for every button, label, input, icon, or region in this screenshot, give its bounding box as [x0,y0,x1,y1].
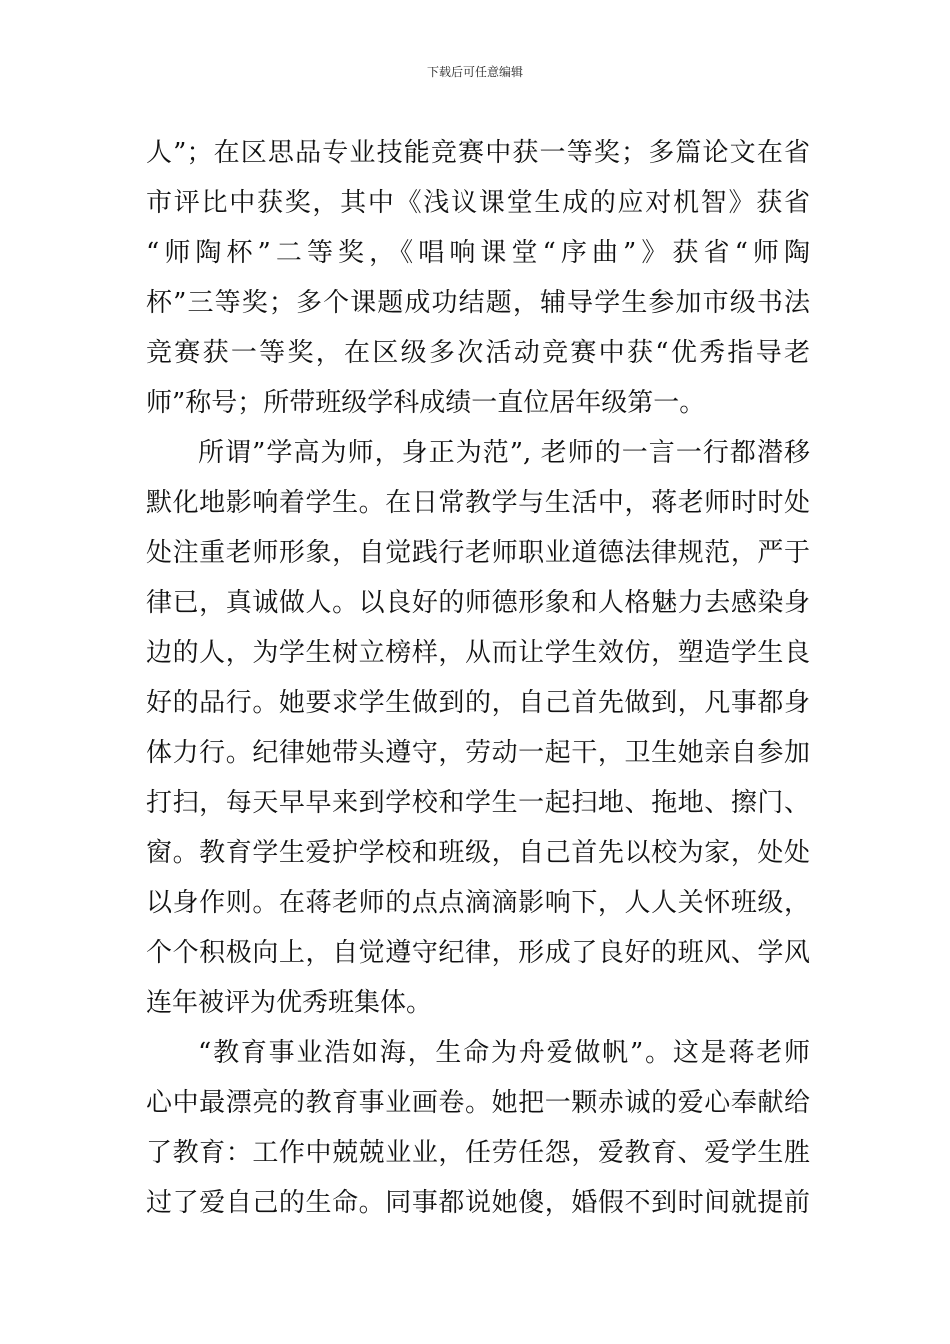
text-line: 师”称号；所带班级学科成绩一直位居年级第一。 [146,388,706,418]
text-line: 默化地影响着学生。在日常教学与生活中，蒋老师时时处 [146,488,810,518]
text-line: “教育事业浩如海，生命为舟爱做帆”。这是蒋老师 [198,1038,810,1068]
text-line: 体力行。纪律她带头遵守，劳动一起干，卫生她亲自参加 [146,738,810,768]
text-line: 律已，真诚做人。以良好的师德形象和人格魅力去感染身 [146,588,810,618]
text-line: 竞赛获一等奖，在区级多次活动竞赛中获“优秀指导老 [146,338,810,368]
text-line: 市评比中获奖，其中《浅议课堂生成的应对机智》获省 [146,188,810,218]
text-line: 所谓”学高为师，身正为范”, 老师的一言一行都潜移 [198,438,810,468]
text-line: 好的品行。她要求学生做到的，自己首先做到，凡事都身 [146,688,810,718]
text-line: 了教育：工作中兢兢业业，任劳任怨，爱教育、爱学生胜 [146,1138,810,1168]
text-line: 连年被评为优秀班集体。 [146,988,433,1018]
text-line: 人”；在区思品专业技能竞赛中获一等奖；多篇论文在省 [146,138,810,168]
paragraph-role-model [146,428,810,1028]
text-line: 个个积极向上，自觉遵守纪律，形成了良好的班风、学风 [146,938,810,968]
text-line: 打扫，每天早早来到学校和学生一起扫地、拖地、擦门、 [146,788,810,818]
text-line: 处注重老师形象，自觉践行老师职业道德法律规范，严于 [146,538,810,568]
text-line: 杯”三等奖；多个课题成功结题，辅导学生参加市级书法 [146,288,810,318]
text-line: 过了爱自己的生命。同事都说她傻，婚假不到时间就提前 [146,1188,810,1218]
text-line: “师陶杯”二等奖，《唱响课堂“序曲”》获省“师陶 [146,238,810,268]
paragraph-dedication [146,1028,810,1228]
page-header: 下载后可任意编辑 [426,65,523,79]
document-body [146,128,810,1228]
text-line: 以身作则。在蒋老师的点点滴滴影响下，人人关怀班级， [146,888,810,918]
text-line: 边的人，为学生树立榜样，从而让学生效仿，塑造学生良 [146,638,810,668]
paragraph-awards [146,128,810,428]
text-line: 心中最漂亮的教育事业画卷。她把一颗赤诚的爱心奉献给 [146,1088,810,1118]
text-line: 窗。教育学生爱护学校和班级，自己首先以校为家，处处 [146,838,810,868]
